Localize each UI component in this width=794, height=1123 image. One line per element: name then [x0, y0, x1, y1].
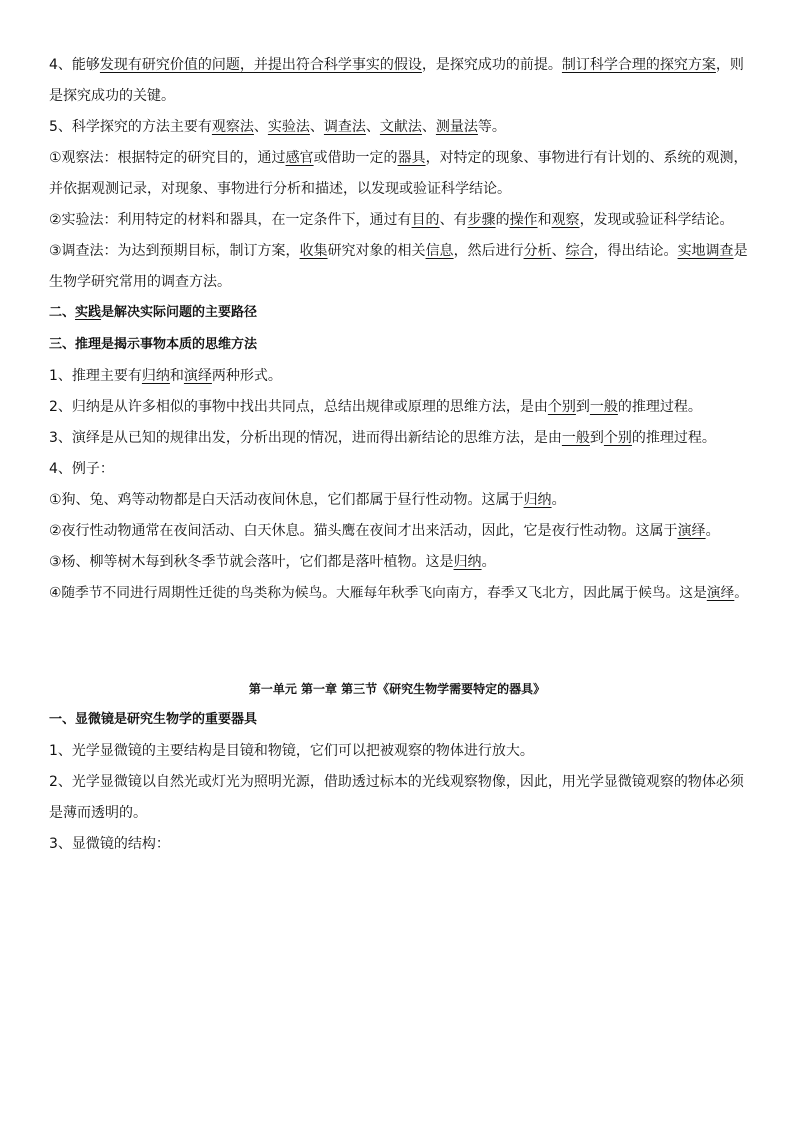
- text-segment: 4、能够: [49, 57, 100, 73]
- text-line: [49, 241, 754, 261]
- text-line: [49, 490, 754, 510]
- text-segment: 生物学研究常用的调查方法。: [49, 274, 231, 290]
- text-segment: 的推理过程。: [617, 399, 702, 415]
- underlined-term: 发现有研究价值的问题，并提出符合科学事实的假设: [99, 57, 422, 73]
- text-line: [49, 86, 754, 106]
- underlined-term: 实践: [75, 305, 102, 320]
- text-segment: ，则: [715, 57, 744, 73]
- text-segment: 是: [733, 243, 748, 259]
- underlined-term: 制订科学合理的探究方案: [561, 57, 716, 73]
- underlined-term: 目的: [411, 212, 440, 228]
- text-segment: 到: [589, 430, 604, 446]
- text-line: [49, 552, 754, 572]
- underlined-term: 个别: [603, 430, 632, 446]
- text-segment: 、: [551, 243, 566, 259]
- underlined-term: 操作: [509, 212, 538, 228]
- text-segment: 。: [734, 585, 749, 601]
- text-segment: 。: [481, 554, 496, 570]
- text-segment: 1、光学显微镜的主要结构是目镜和物镜，它们可以把被观察的物体进行放大。: [49, 743, 534, 759]
- text-line: [49, 428, 754, 448]
- underlined-term: 器具: [397, 150, 426, 166]
- text-line: [49, 366, 754, 386]
- underlined-term: 归纳: [523, 492, 552, 508]
- text-line: [49, 772, 754, 792]
- text-segment: 5、科学探究的方法主要有: [49, 119, 212, 135]
- underlined-term: 演绎: [677, 523, 706, 539]
- text-segment: ，对特定的现象、事物进行有计划的、系统的观测，: [425, 150, 748, 166]
- text-segment: ，发现或验证科学结论。: [579, 212, 734, 228]
- text-line: [49, 583, 754, 603]
- text-segment: 等。: [477, 119, 506, 135]
- text-segment: ④随季节不同进行周期性迁徙的鸟类称为候鸟。大雁每年秋季飞向南方，春季又飞北方，因此属于候鸟。这是: [49, 585, 707, 601]
- text-segment: 3、演绎是从已知的规律出发，分析出现的情况，进而得出新结论的思维方法，是由: [49, 430, 562, 446]
- text-segment: 三、推理是揭示事物本质的思维方法: [49, 337, 258, 352]
- underlined-term: 感官: [285, 150, 314, 166]
- text-segment: 2、光学显微镜以自然光或灯光为照明光源，借助透过标本的光线观察物像，因此，用光学显微镜观察的物体必须: [49, 774, 744, 790]
- text-line: [49, 803, 754, 823]
- text-segment: 一、显微镜是研究生物学的重要器具: [49, 712, 258, 727]
- text-segment: ③调查法：为达到预期目标，制订方案，: [49, 243, 300, 259]
- text-segment: 和: [169, 368, 184, 384]
- underlined-term: 个别: [547, 399, 576, 415]
- underlined-term: 演绎: [706, 585, 735, 601]
- underlined-term: 收集: [299, 243, 328, 259]
- text-line: [49, 521, 754, 541]
- text-segment: 二、: [49, 305, 76, 320]
- text-segment: 。: [705, 523, 720, 539]
- text-segment: 、: [309, 119, 324, 135]
- text-segment: 4、例子：: [49, 461, 114, 477]
- text-segment: 和: [537, 212, 552, 228]
- underlined-term: 文献法: [379, 119, 422, 135]
- text-segment: ①狗、兔、鸡等动物都是白天活动夜间休息，它们都属于昼行性动物。这属于: [49, 492, 524, 508]
- underlined-term: 一般: [589, 399, 618, 415]
- text-line: [49, 397, 754, 417]
- underlined-term: 实验法: [267, 119, 310, 135]
- text-segment: 、有: [439, 212, 468, 228]
- underlined-term: 分析: [523, 243, 552, 259]
- text-line: [49, 179, 754, 199]
- text-line: [49, 741, 754, 761]
- text-line: [49, 834, 754, 854]
- text-segment: ，得出结论。: [593, 243, 678, 259]
- text-segment: 研究对象的相关: [327, 243, 426, 259]
- text-segment: ②夜行性动物通常在夜间活动、白天休息。猫头鹰在夜间才出来活动，因此，它是夜行性动物。这属于: [49, 523, 678, 539]
- text-segment: 1、推理主要有: [49, 368, 142, 384]
- text-segment: 到: [575, 399, 590, 415]
- text-segment: 、: [365, 119, 380, 135]
- text-segment: 第一单元 第一章 第三节《研究生物学需要特定的器具》: [248, 682, 546, 696]
- heading-line: [49, 335, 754, 355]
- text-segment: 的推理过程。: [631, 430, 716, 446]
- underlined-term: 调查法: [323, 119, 366, 135]
- underlined-term: 观察: [551, 212, 580, 228]
- text-segment: ③杨、柳等树木每到秋冬季节就会落叶，它们都是落叶植物。这是: [49, 554, 454, 570]
- underlined-term: 归纳: [141, 368, 170, 384]
- text-segment: 并依据观测记录，对现象、事物进行分析和描述，以发现或验证科学结论。: [49, 181, 511, 197]
- underlined-term: 演绎: [183, 368, 212, 384]
- text-segment: 2、归纳是从许多相似的事物中找出共同点，总结出规律或原理的思维方法，是由: [49, 399, 548, 415]
- text-segment: ②实验法：利用特定的材料和器具，在一定条件下，通过有: [49, 212, 412, 228]
- text-line: [49, 55, 754, 75]
- text-line: [49, 272, 754, 292]
- heading-line: [49, 710, 754, 730]
- text-segment: 的: [495, 212, 510, 228]
- text-segment: 、: [421, 119, 436, 135]
- text-segment: ①观察法：根据特定的研究目的，通过: [49, 150, 286, 166]
- text-line: [49, 117, 754, 137]
- section-title: [0, 679, 794, 699]
- text-segment: 或借助一定的: [313, 150, 398, 166]
- underlined-term: 信息: [425, 243, 454, 259]
- text-segment: 3、显微镜的结构：: [49, 836, 170, 852]
- heading-line: [49, 303, 754, 323]
- underlined-term: 观察法: [211, 119, 254, 135]
- underlined-term: 综合: [565, 243, 594, 259]
- text-segment: 两种形式。: [211, 368, 282, 384]
- text-segment: 。: [551, 492, 566, 508]
- text-segment: 是薄而透明的。: [49, 805, 147, 821]
- text-segment: 是探究成功的关键。: [49, 88, 175, 104]
- underlined-term: 实地调查: [677, 243, 734, 259]
- underlined-term: 一般: [561, 430, 590, 446]
- text-segment: 、: [253, 119, 268, 135]
- text-line: [49, 210, 754, 230]
- text-segment: ，然后进行: [453, 243, 524, 259]
- text-segment: ，是探究成功的前提。: [421, 57, 562, 73]
- text-line: [49, 459, 754, 479]
- underlined-term: 测量法: [435, 119, 478, 135]
- underlined-term: 归纳: [453, 554, 482, 570]
- text-segment: 是解决实际问题的主要路径: [101, 305, 258, 320]
- text-line: [49, 148, 754, 168]
- underlined-term: 步骤: [467, 212, 496, 228]
